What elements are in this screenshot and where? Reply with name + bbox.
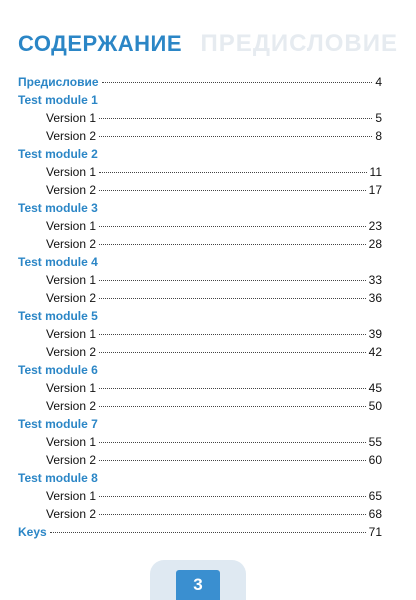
toc-entry-version[interactable]: [18, 433, 382, 451]
dot-leader: [99, 172, 366, 173]
toc-entry-version[interactable]: [18, 217, 382, 235]
toc-entry-version[interactable]: [18, 235, 382, 253]
dot-leader: [99, 244, 366, 245]
toc-module-1: [18, 91, 382, 145]
toc-entry-preface[interactable]: [18, 73, 382, 91]
toc-entry-version[interactable]: [18, 109, 382, 127]
toc-entry-label: Version 1: [46, 111, 97, 125]
toc-entry-label: Version 2: [46, 183, 97, 197]
toc-entry-label: Version 1: [46, 381, 97, 395]
toc-page-number: 23: [368, 219, 382, 233]
toc-module-heading[interactable]: Test module 7: [18, 417, 98, 431]
toc-module-8: [18, 469, 382, 523]
dot-leader: [99, 406, 366, 407]
toc-entry-version[interactable]: [18, 127, 382, 145]
toc-page-number: 36: [368, 291, 382, 305]
toc-entry-label: Version 2: [46, 453, 97, 467]
toc-module-3: [18, 199, 382, 253]
toc-entry-label: Version 1: [46, 165, 97, 179]
toc-module-heading[interactable]: Test module 6: [18, 363, 98, 377]
toc-page-number: 17: [368, 183, 382, 197]
toc-page-number: 39: [368, 327, 382, 341]
toc-page-number: 11: [369, 165, 382, 179]
toc-entry-label: Version 2: [46, 291, 97, 305]
toc-page-number: 5: [375, 111, 382, 125]
dot-leader: [99, 460, 366, 461]
dot-leader: [99, 280, 366, 281]
toc-entry-label: Version 1: [46, 327, 97, 341]
toc-page-number: 65: [368, 489, 382, 503]
toc-entry-label: Version 2: [46, 237, 97, 251]
toc-page-number: 42: [368, 345, 382, 359]
toc-entry-version[interactable]: [18, 163, 382, 181]
dot-leader: [99, 352, 366, 353]
toc-module-7: [18, 415, 382, 469]
toc-entry-label: Version 2: [46, 345, 97, 359]
toc-entry-version[interactable]: [18, 271, 382, 289]
toc-page-number: 68: [368, 507, 382, 521]
toc-entry-version[interactable]: [18, 487, 382, 505]
toc-entry-label: Version 2: [46, 399, 97, 413]
toc-entry-label: Version 2: [46, 507, 97, 521]
toc-page-number: 71: [368, 525, 382, 539]
toc-entry-version[interactable]: [18, 451, 382, 469]
toc-module-heading[interactable]: Test module 3: [18, 201, 98, 215]
toc-entry-version[interactable]: [18, 325, 382, 343]
toc-page-number: 28: [368, 237, 382, 251]
toc-module-heading[interactable]: Test module 2: [18, 147, 98, 161]
toc-entry-version[interactable]: [18, 289, 382, 307]
toc-page-number: 8: [375, 129, 382, 143]
toc-entry-keys[interactable]: [18, 523, 382, 541]
dot-leader: [99, 514, 366, 515]
dot-leader: [99, 496, 366, 497]
toc-entry-label: Предисловие: [18, 75, 99, 89]
dot-leader: [99, 190, 366, 191]
dot-leader: [99, 388, 366, 389]
toc-entry-version[interactable]: [18, 505, 382, 523]
toc-entry-version[interactable]: [18, 397, 382, 415]
toc-entry-label: Version 2: [46, 129, 97, 143]
toc-entry-label: Version 1: [46, 273, 97, 287]
toc-module-6: [18, 361, 382, 415]
dot-leader: [99, 442, 366, 443]
dot-leader: [99, 298, 366, 299]
toc-module-heading[interactable]: Test module 5: [18, 309, 98, 323]
toc-page-number: 45: [368, 381, 382, 395]
ghost-heading: ПРЕДИСЛОВИЕ: [200, 30, 398, 57]
toc-module-4: [18, 253, 382, 307]
dot-leader: [99, 136, 372, 137]
toc-module-2: [18, 145, 382, 199]
toc-page-number: 60: [368, 453, 382, 467]
dot-leader: [99, 334, 366, 335]
toc-page-number: 33: [368, 273, 382, 287]
toc-entry-version[interactable]: [18, 379, 382, 397]
toc-page-number: 4: [375, 75, 382, 89]
toc-page-number: 55: [368, 435, 382, 449]
page-number: 3: [176, 570, 220, 600]
toc-page-number: 50: [368, 399, 382, 413]
toc-entry-label: Version 1: [46, 219, 97, 233]
toc-entry-label: Version 1: [46, 489, 97, 503]
table-of-contents: [18, 73, 382, 541]
page-title: СОДЕРЖАНИЕ: [18, 31, 183, 56]
toc-module-heading[interactable]: Test module 1: [18, 93, 98, 107]
toc-entry-label: Version 1: [46, 435, 97, 449]
toc-entry-label: Keys: [18, 525, 47, 539]
toc-module-5: [18, 307, 382, 361]
dot-leader: [102, 82, 373, 83]
toc-entry-version[interactable]: [18, 343, 382, 361]
dot-leader: [99, 226, 366, 227]
toc-entry-version[interactable]: [18, 181, 382, 199]
dot-leader: [50, 532, 366, 533]
toc-module-heading[interactable]: Test module 8: [18, 471, 98, 485]
toc-module-heading[interactable]: Test module 4: [18, 255, 98, 269]
dot-leader: [99, 118, 372, 119]
